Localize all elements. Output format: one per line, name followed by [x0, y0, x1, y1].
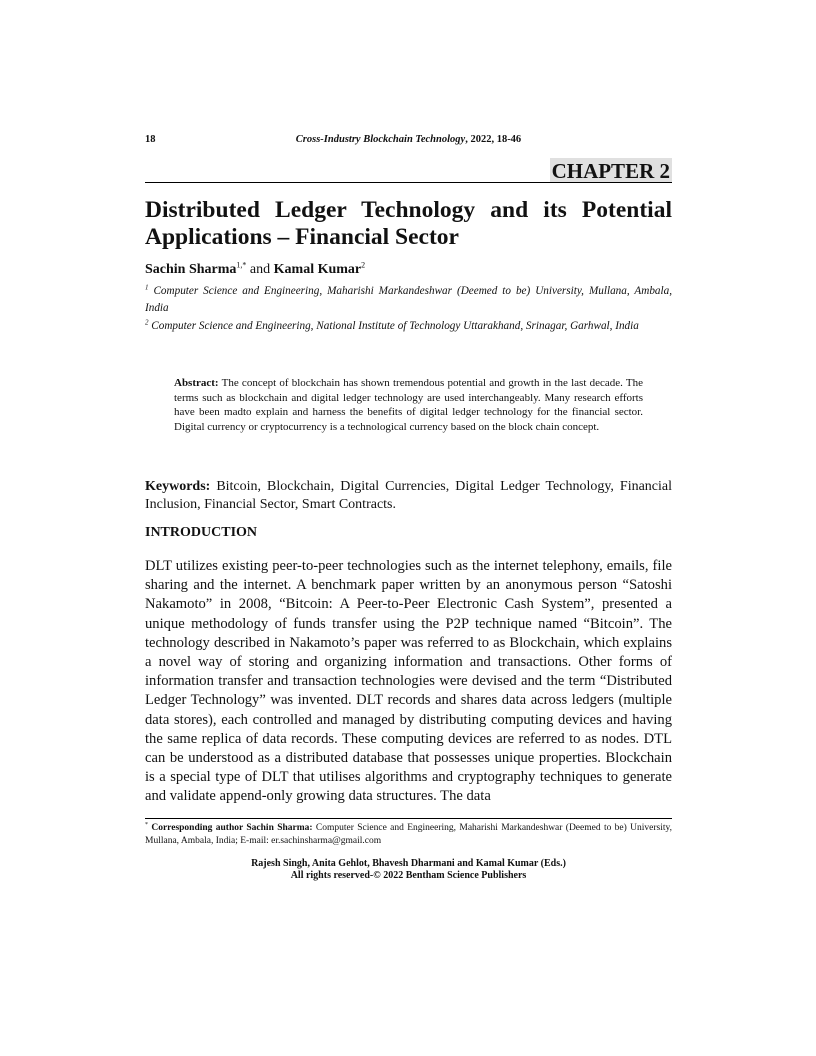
chapter-label: CHAPTER 2 — [551, 159, 670, 183]
section-heading: INTRODUCTION — [145, 525, 258, 540]
abstract-text: The concept of blockchain has shown tremendous potential and growth in the last decade. The terms such as blockchain and digital ledger technology are used interchangeably. Many research efforts have been madto explain and harness the benefits of digital ledger technology for the financial sector. Digital currency or cryptocurrency is a technological currency based on the block chain concept. — [174, 377, 643, 433]
affiliation-text: Computer Science and Engineering, Maharishi Markandeshwar (Deemed to be) University, Mullana, Ambala, India — [145, 285, 673, 314]
footnote — [145, 822, 672, 848]
author-marker: 2 — [361, 260, 366, 270]
author-name: Kamal Kumar — [273, 262, 362, 277]
footnote-marker: * — [145, 821, 148, 828]
author-name: Sachin Sharma — [145, 262, 237, 277]
author-line — [145, 261, 672, 279]
footnote-label: Corresponding author Sachin Sharma: — [151, 823, 313, 833]
affiliation — [145, 318, 672, 335]
page-number: 18 — [145, 134, 156, 145]
journal-citation — [145, 134, 672, 145]
introduction-paragraph: DLT utilizes existing peer-to-peer technologies such as the internet telephony, emails, file sharing and the internet. A benchmark paper written by an anonymous person “Satoshi Nakamoto” in 2008, “Bitcoin: A Peer-to-Peer Electronic Cash System”, presented a unique methodology of funds transfer using the P2P technique named “Bitcoin”. The technology described in Nakamoto’s paper was referred to as Blockchain, which explains a novel way of storing and organizing information and transactions. Other forms of information transfer and transaction technologies were devised and the term “Distributed Ledger Technology” was invented. DLT records and shares data across ledgers (multiple data stores), each controlled and managed by distributing computing devices and having the same replica of data records. These computing devices are referred to as nodes. DTL can be understood as a distributed database that possesses unique properties. Blockchain is a special type of DLT that utilises algorithms and cryptography techniques to generate and validate append-only growing data structures. The data — [145, 558, 672, 805]
footnote-divider — [145, 818, 672, 819]
affiliation-marker: 2 — [145, 318, 149, 327]
rights-line: All rights reserved-© 2022 Bentham Science Publishers — [290, 870, 527, 881]
abstract — [174, 376, 643, 434]
article-title: Distributed Ledger Technology and its Potential Applications – Financial Sector — [145, 197, 672, 250]
footnote-text: Computer Science and Engineering, Maharishi Markandeshwar (Deemed to be) University, Mullana, Ambala, India; E-mail: er.sachinsharma@gmail.com — [145, 823, 673, 846]
author-marker: 1,* — [236, 260, 247, 270]
author-joiner: and — [246, 262, 274, 277]
journal-name: Cross-Industry Blockchain Technology — [295, 134, 466, 145]
keywords — [145, 478, 672, 514]
affiliation — [145, 283, 672, 316]
publisher-info — [145, 858, 672, 882]
keywords-label: Keywords: — [145, 479, 211, 494]
journal-details: , 2022, 18-46 — [465, 134, 522, 145]
affiliation-marker: 1 — [145, 283, 149, 292]
keywords-text: Bitcoin, Blockchain, Digital Currencies, Digital Ledger Technology, Financial Inclusion, Financial Sector, Smart Contracts. — [145, 479, 673, 512]
chapter-divider — [145, 182, 672, 183]
abstract-label: Abstract: — [174, 377, 219, 389]
editors-line: Rajesh Singh, Anita Gehlot, Bhavesh Dharmani and Kamal Kumar (Eds.) — [251, 858, 566, 869]
running-header — [145, 134, 672, 150]
affiliation-text: Computer Science and Engineering, National Institute of Technology Uttarakhand, Srinagar, Garhwal, India — [151, 320, 639, 332]
